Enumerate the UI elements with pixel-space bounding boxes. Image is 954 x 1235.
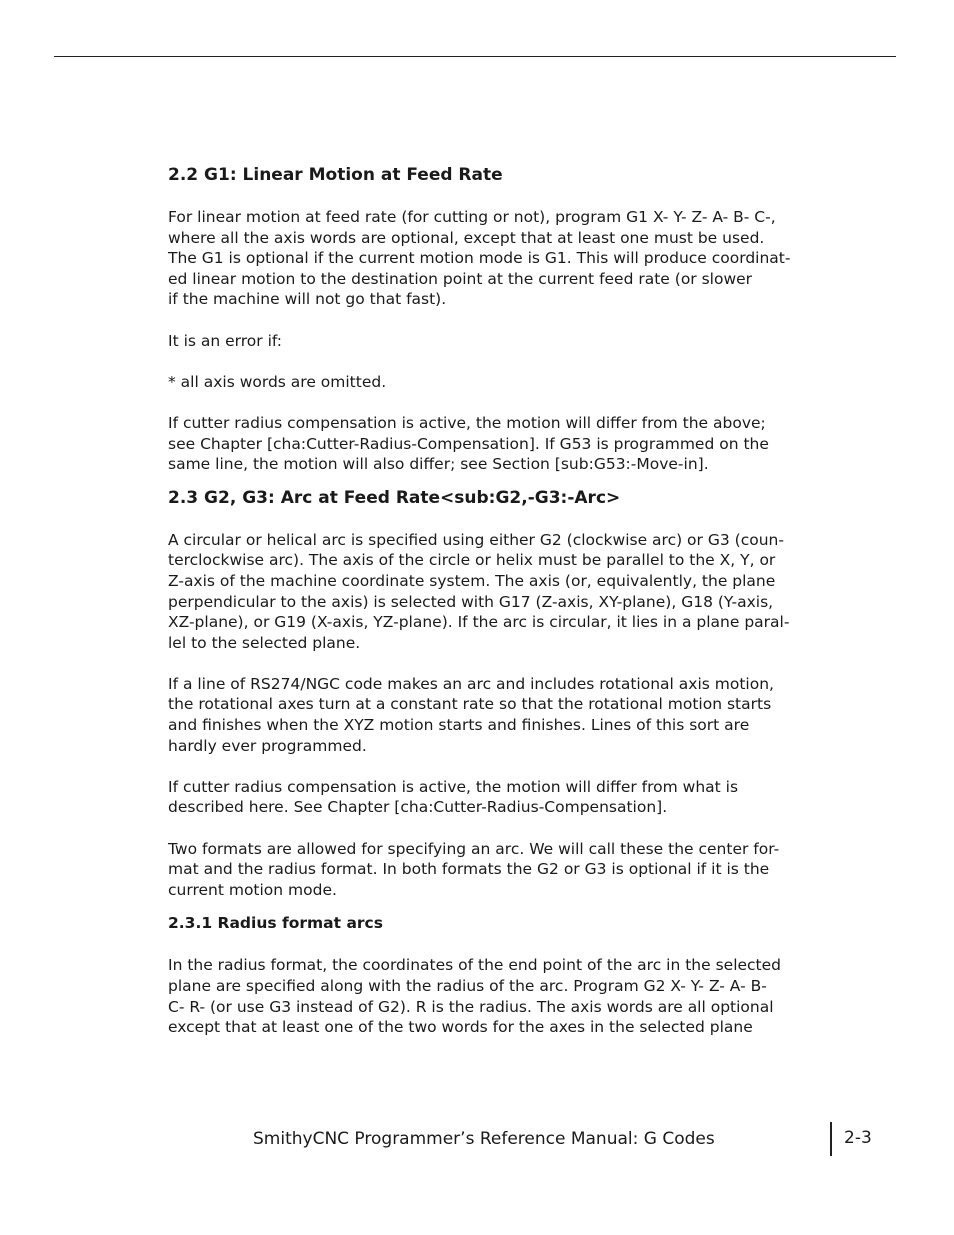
list-item: * all axis words are omitted. xyxy=(168,372,387,391)
paragraph: If a line of RS274/NGC code makes an arc and includes rotational axis motion, the rotational axes turn at a constant rate so that the rotational motion starts and finishes when the XYZ motion starts and finishes. Lines of this sort are hardly ever programmed. xyxy=(168,674,774,755)
header-rule xyxy=(54,56,896,57)
section-heading-2-3-1: 2.3.1 Radius format arcs xyxy=(168,914,383,933)
paragraph: A circular or helical arc is specified using either G2 (clockwise arc) or G3 (coun- terclockwise arc). The axis of the circle or helix must be parallel to the X, Y, or Z-axis of the machine coordinate system. The axis (or, equivalently, the plane perpendicular to the axis) is selected with G17 (Z-axis, XY-plane), G18 (Y-axis, XZ-plane), or G19 (X-axis, YZ-plane). If the arc is circular, it lies in a plane paral- lel to the selected plane. xyxy=(168,530,790,652)
paragraph: If cutter radius compensation is active, the motion will differ from the above; see Chapter [cha:Cutter-Radius-Compensation]. If G53 is programmed on the same line, the motion will also differ; see Section [sub:G53:-Move-in]. xyxy=(168,413,769,474)
section-heading-2-2: 2.2 G1: Linear Motion at Feed Rate xyxy=(168,165,503,185)
footer-divider xyxy=(830,1122,832,1156)
paragraph: It is an error if: xyxy=(168,331,283,350)
paragraph: For linear motion at feed rate (for cutting or not), program G1 X- Y- Z- A- B- C-, where all the axis words are optional, except that at least one must be used. The G1 is optional if the current motion mode is G1. This will produce coordinat- ed linear motion to the destination point at the current feed rate (or slower if the machine will not go that fast). xyxy=(168,208,791,309)
page-body xyxy=(168,164,791,1038)
section-heading-2-3: 2.3 G2, G3: Arc at Feed Rate<sub:G2,-G3:-Arc> xyxy=(168,487,621,508)
page-number: 2-3 xyxy=(844,1128,872,1148)
paragraph: If cutter radius compensation is active, the motion will differ from what is described here. See Chapter [cha:Cutter-Radius-Compensation]. xyxy=(168,777,739,817)
footer-title: SmithyCNC Programmer’s Reference Manual: G Codes xyxy=(253,1129,715,1149)
paragraph: Two formats are allowed for specifying an arc. We will call these the center for- mat and the radius format. In both formats the G2 or G3 is optional if it is the current motion mode. xyxy=(168,839,780,899)
paragraph: In the radius format, the coordinates of the end point of the arc in the selected plane are specified along with the radius of the arc. Program G2 X- Y- Z- A- B- C- R- (or use G3 instead of G2). R is the radius. The axis words are all optional except that at least one of the two words for the axes in the selected plane xyxy=(168,956,782,1037)
